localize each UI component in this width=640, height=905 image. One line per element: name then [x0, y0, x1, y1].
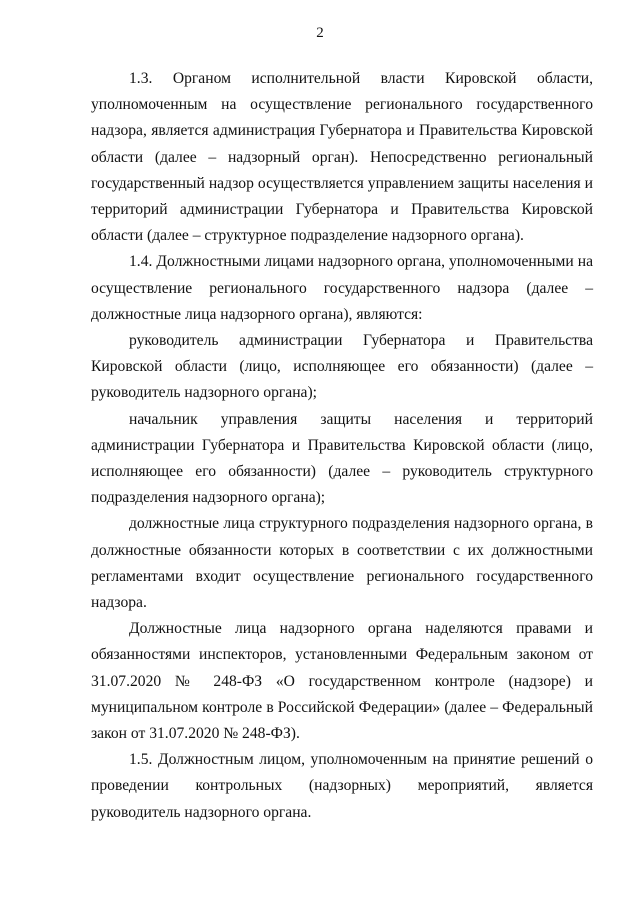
paragraph-official-head: руководитель администрации Губернатора и Правительства Кировской области (лицо, исполняющее его обязанности) (далее – руководитель надзорного органа);	[91, 332, 593, 402]
paragraph-1-3: 1.3. Органом исполнительной власти Кировской области, уполномоченным на осуществление регионального государственного надзора, является администрация Губернатора и Правительства Кировской области (далее – надзорный орган). Непосредственно региональный государственный надзор осуществляется управлением защиты населения и территорий администрации Губернатора и Правительства Кировской области (далее – структурное подразделение надзорного органа).	[91, 70, 593, 245]
paragraph-official-staff: должностные лица структурного подразделения надзорного органа, в должностные обязанности которых в соответствии с их должностными регламентами входит осуществление регионального государственного надзора.	[91, 515, 593, 612]
paragraph-1-4: 1.4. Должностными лицами надзорного органа, уполномоченными на осуществление регионального государственного надзора (далее – должностные лица надзорного органа), являются:	[91, 253, 593, 323]
document-body	[91, 66, 593, 826]
paragraph-official-department-chief: начальник управления защиты населения и территорий администрации Губернатора и Правительства Кировской области (лицо, исполняющее его обязанности) (далее – руководитель структурного подразделения надзорного органа);	[91, 410, 593, 507]
paragraph-inspector-rights: Должностные лица надзорного органа наделяются правами и обязанностями инспекторов, установленными Федеральным законом от 31.07.2020 № 248-ФЗ «О государственном контроле (надзоре) и муниципальном контроле в Российской Федерации» (далее – Федеральный закон от 31.07.2020 № 248-ФЗ).	[91, 620, 593, 743]
page-number: 2	[316, 25, 324, 41]
paragraph-1-5: 1.5. Должностным лицом, уполномоченным на принятие решений о проведении контрольных (надзорных) мероприятий, является руководитель надзорного органа.	[91, 751, 593, 821]
